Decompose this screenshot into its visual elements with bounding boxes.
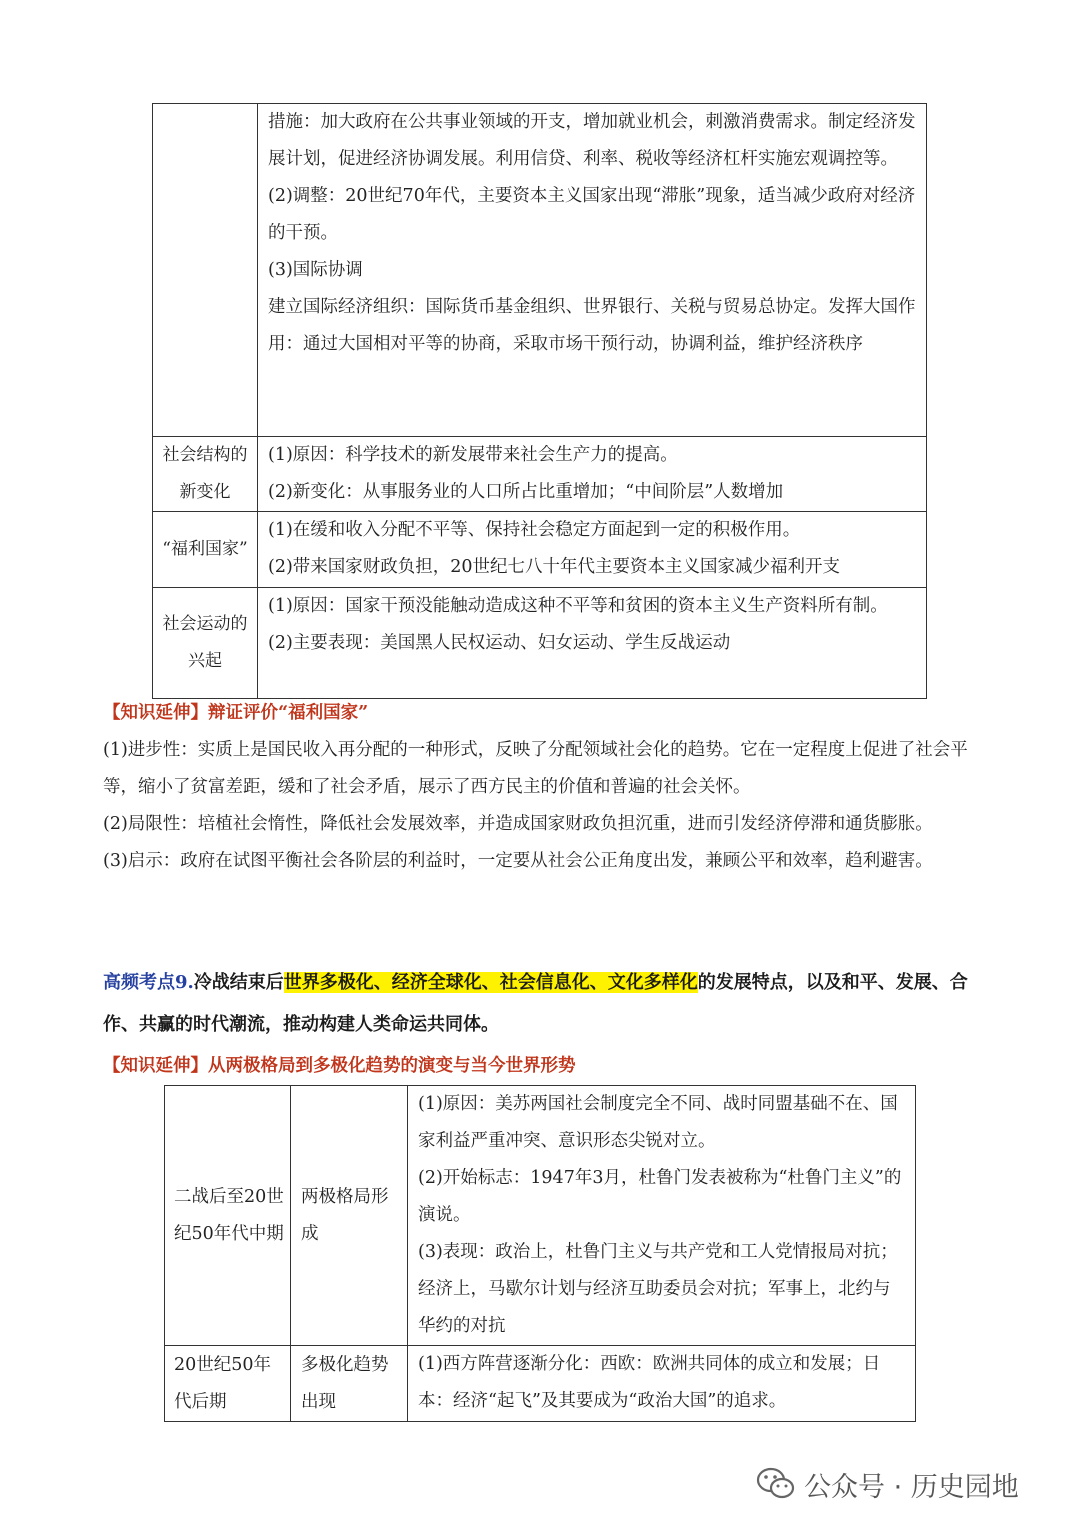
table-row xyxy=(153,512,927,588)
row-content xyxy=(258,437,927,512)
detail-cell xyxy=(408,1346,916,1422)
content-line: 措施：加大政府在公共事业领域的开支，增加就业机会，刺激消费需求。制定经济发展计划，促进经济协调发展。利用信贷、利率、税收等经济杠杆实施宏观调控等。 xyxy=(268,112,916,169)
row-content xyxy=(258,588,927,699)
key-point-text: 冷战结束后 xyxy=(193,972,284,993)
content-line: (2)主要表现：美国黑人民权运动、妇女运动、学生反战运动 xyxy=(268,633,731,653)
content-line: (3)表现：政治上，杜鲁门主义与共产党和工人党情报局对抗；经济上，马歇尔计划与经济互助委员会对抗；军事上，北约与华约的对抗 xyxy=(418,1242,898,1336)
wechat-icon xyxy=(756,1466,796,1502)
extension-title: 【知识延伸】从两极格局到多极化趋势的演变与当今世界形势 xyxy=(103,1056,576,1076)
content-line: 建立国际经济组织：国际货币基金组织、世界银行、关税与贸易总协定。发挥大国作用：通过大国相对平等的协商，采取市场干预行动，协调利益，维护经济秩序 xyxy=(268,297,916,354)
extension-paragraph: (2)局限性：培植社会惰性，降低社会发展效率，并造成国家财政负担沉重，进而引发经济停滞和通货膨胀。 xyxy=(103,814,933,834)
detail-cell xyxy=(408,1086,916,1346)
stage-cell: 两极格局形成 xyxy=(291,1086,408,1346)
row-content xyxy=(258,512,927,588)
table-row xyxy=(153,437,927,512)
key-point-text: 的发展特点，以及和平、发展、合作、共赢的时代潮流，推动构建人类命运共同体。 xyxy=(103,972,968,1035)
footer-text: 公众号 · 历史园地 xyxy=(804,1471,1019,1503)
extension-paragraph: (1)进步性：实质上是国民收入再分配的一种形式，反映了分配领域社会化的趋势。它在一定程度上促进了社会平等，缩小了贫富差距，缓和了社会矛盾，展示了西方民主的价值和普遍的社会关怀。 xyxy=(103,740,968,797)
content-line: (1)原因：科学技术的新发展带来社会生产力的提高。 xyxy=(268,445,678,465)
period-cell: 二战后至20世纪50年代中期 xyxy=(165,1086,291,1346)
row-label xyxy=(153,104,258,437)
row-label: 社会结构的新变化 xyxy=(153,437,258,512)
content-line: (1)西方阵营逐渐分化：西欧：欧洲共同体的成立和发展；日本：经济“起飞”及其要成为“政治大国”的追求。 xyxy=(418,1354,881,1411)
row-label: 社会运动的兴起 xyxy=(153,588,258,699)
footer-watermark xyxy=(756,1462,1019,1506)
table-row xyxy=(153,104,927,437)
content-line: (1)原因：美苏两国社会制度完全不同、战时同盟基础不在、国家利益严重冲突、意识形态尖锐对立。 xyxy=(418,1094,898,1151)
content-line: (1)在缓和收入分配不平等、保持社会稳定方面起到一定的积极作用。 xyxy=(268,520,801,540)
key-point xyxy=(103,962,983,1046)
key-point-highlight: 世界多极化、经济全球化、社会信息化、文化多样化 xyxy=(283,972,698,993)
table-row xyxy=(165,1346,916,1422)
measures-table xyxy=(152,103,927,699)
period-cell: 20世纪50年代后期 xyxy=(165,1346,291,1422)
extension-body xyxy=(103,732,978,880)
stage-cell: 多极化趋势出现 xyxy=(291,1346,408,1422)
row-label: “福利国家” xyxy=(153,512,258,588)
extension-paragraph: (3)启示：政府在试图平衡社会各阶层的利益时，一定要从社会公正角度出发，兼顾公平和效率，趋利避害。 xyxy=(103,851,933,871)
world-pattern-table xyxy=(164,1085,916,1422)
content-line: (3)国际协调 xyxy=(268,260,363,280)
extension-title: 【知识延伸】辩证评价“福利国家” xyxy=(103,703,369,723)
row-content xyxy=(258,104,927,437)
content-line: (2)新变化：从事服务业的人口所占比重增加；“中间阶层”人数增加 xyxy=(268,482,784,502)
content-line: (1)原因：国家干预没能触动造成这种不平等和贫困的资本主义生产资料所有制。 xyxy=(268,596,888,616)
table-row xyxy=(165,1086,916,1346)
content-line: (2)带来国家财政负担，20世纪七八十年代主要资本主义国家减少福利开支 xyxy=(268,557,841,577)
content-line: (2)调整：20世纪70年代，主要资本主义国家出现“滞胀”现象，适当减少政府对经济的干预。 xyxy=(268,186,916,243)
content-line: (2)开始标志：1947年3月，杜鲁门发表被称为“杜鲁门主义”的演说。 xyxy=(418,1168,902,1225)
table-row xyxy=(153,588,927,699)
key-point-label: 高频考点9. xyxy=(103,972,194,993)
